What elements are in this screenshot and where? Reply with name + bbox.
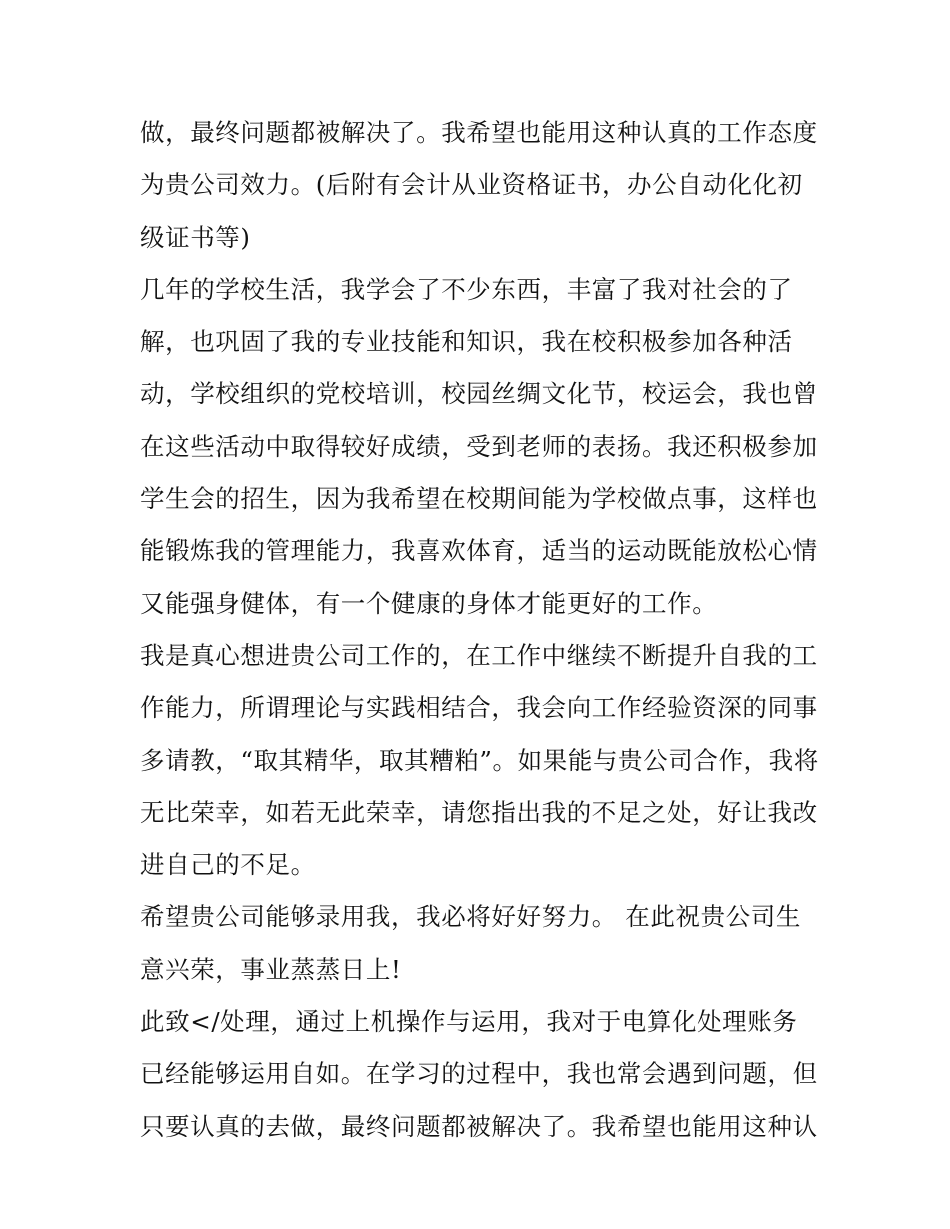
text-line: 几年的学校生活，我学会了不少东西，丰富了我对社会的了 bbox=[140, 274, 793, 304]
text-line: 此致</处理，通过上机操作与运用，我对于电算化处理账务 bbox=[140, 1007, 798, 1037]
text-line: 意兴荣，事业蒸蒸日上! bbox=[140, 954, 402, 984]
text-line: 在这些活动中取得较好成绩，受到老师的表扬。我还积极参加 bbox=[140, 431, 818, 461]
text-line: 多请教，“取其精华，取其糟粕”。如果能与贵公司合作，我将 bbox=[140, 745, 819, 775]
text-line: 我是真心想进贵公司工作的，在工作中继续不断提升自我的工 bbox=[140, 640, 818, 670]
text-line: 做，最终问题都被解决了。我希望也能用这种认真的工作态度 bbox=[140, 118, 818, 147]
text-line: 作能力，所谓理论与实践相结合，我会向工作经验资深的同事 bbox=[140, 693, 818, 723]
text-line: 级证书等) bbox=[140, 222, 251, 252]
body-text bbox=[140, 107, 820, 1153]
text-line: 无比荣幸，如若无此荣幸，请您指出我的不足之处，好让我改 bbox=[140, 797, 818, 827]
text-line: 解，也巩固了我的专业技能和知识，我在校积极参加各种活 bbox=[140, 327, 793, 357]
text-line: 进自己的不足。 bbox=[140, 850, 316, 880]
text-line: 只要认真的去做，最终问题都被解决了。我希望也能用这种认 bbox=[140, 1111, 818, 1141]
text-line: 能锻炼我的管理能力，我喜欢体育，适当的运动既能放松心情 bbox=[140, 536, 818, 566]
text-line: 又能强身健体，有一个健康的身体才能更好的工作。 bbox=[140, 588, 718, 618]
text-line: 动，学校组织的党校培训，校园丝绸文化节，校运会，我也曾 bbox=[140, 379, 818, 409]
text-line: 已经能够运用自如。在学习的过程中，我也常会遇到问题，但 bbox=[140, 1059, 818, 1089]
text-line: 学生会的招生，因为我希望在校期间能为学校做点事，这样也 bbox=[140, 484, 818, 514]
text-line: 为贵公司效力。(后附有会计从业资格证书，办公自动化化初 bbox=[140, 170, 803, 200]
text-line: 希望贵公司能够录用我，我必将好好努力。 在此祝贵公司生 bbox=[140, 902, 801, 932]
